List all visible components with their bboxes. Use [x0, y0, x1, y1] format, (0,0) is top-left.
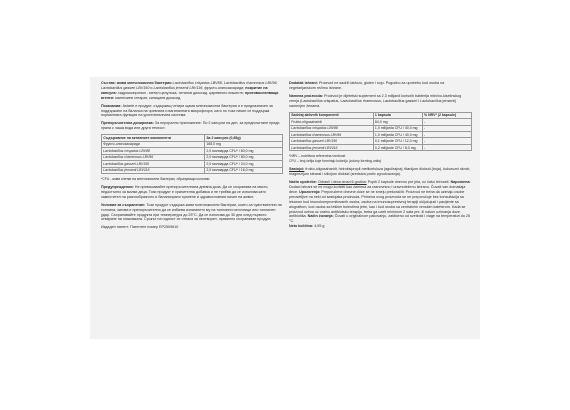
purpose-label: Namena proizvoda:: [289, 93, 324, 98]
net-label: Neto količina:: [289, 224, 314, 229]
table-cell: -: [422, 138, 471, 144]
ingredients-paragraph: [289, 167, 472, 177]
warning-label: Предупреждения:: [101, 184, 134, 189]
dosage-text: За перорално приложение: По 2 капсули на ден, за предпочитане преди храна с чаша вода или друга течност.: [101, 121, 280, 131]
storage-label: Условия за съхранение:: [101, 202, 146, 207]
anticaking-text: магнезиев стеарат, силициев диоксид.: [115, 95, 182, 100]
table-cell: Lactobacillus jensenii LBV116: [290, 144, 374, 150]
table-cell: 0,2 milijarde CFU / 8,0 mg: [373, 144, 422, 150]
table-row: [290, 144, 472, 150]
table-cell: 84,0 mg: [373, 119, 422, 125]
anticaking-label: противослепващи агенти:: [101, 90, 279, 100]
net-value: 4,55 g: [314, 224, 325, 229]
composition-heading: живи млечнокисели бактерии: [116, 81, 172, 85]
free-from-text: Proizvod ne sadrži laktozu, gluten i soju. Pogodno za upotrebu kod osoba na vegetarijanskom režimu ishrane.: [289, 81, 445, 90]
free-from-paragraph: [289, 81, 472, 91]
bg-composition-table: [101, 134, 283, 174]
table-header-cell: Съдържание на активните компоненти: [102, 135, 205, 141]
storage-label-sr: Način čuvanja:: [307, 214, 334, 219]
left-column-bulgarian: [101, 81, 283, 233]
caution-text: Preporučene dnevne doze se ne smeju prekoračiti. Proizvod ne treba da uzimaju osobe preosetljive na neki od sastojaka proizvoda. Primena ovog proizvoda se ne preporučuje bez konsultacija sa lekarom kod imunokompromitovanih osoba, osoba na imunosupresivnoj terapiji uključujući i pacijente sa alograftom, kod osoba sa teškim bolestima jetre, kao i kod osoba sa centralnim venskim kateterom. Kada se proizvod uzima uz oralnu antibiotsku terapiju, treba ga uzeti minimum 2 sata pre, ili nakon uzimanja doze antibiotika.: [289, 189, 466, 219]
table-header-cell: За 2 капсули (0,65g): [205, 135, 283, 141]
storage-paragraph: [101, 203, 283, 223]
composition-paragraph: Състав: живи млечнокисели бактерии Lactobacillus crispatus LBV88, Lactobacillus rhamnosus LBV96, Lactobacillus gasseri LBV150 и Lactobacillus jensenii LBV116; фрукто-олигозахариди; покритие на капсула: хидроксипропил - метил целулоза, титанов диоксид, царевично нишесте; противослепващи агенти: магнезиев стеарат, силициев диоксид.: [101, 81, 279, 100]
table-cell: Фрукто-олигозахариди: [102, 141, 205, 147]
table-cell: 0,1 milijarde CFU / 12,0 mg: [373, 138, 422, 144]
coating-text: хидроксипропил - метил целулоза, титанов диоксид, царевично нишесте;: [117, 90, 244, 95]
table-cell: Lactobacillus rhamnosus LBV96: [290, 131, 374, 137]
composition-label: Състав:: [101, 81, 116, 85]
strain-2: Lactobacillus rhamnosus LBV96: [223, 81, 277, 85]
note-label: Napomena:: [450, 180, 471, 185]
table-cell: 168,0 mg: [205, 141, 283, 147]
table-cell: -: [422, 144, 471, 150]
sr-composition-table: [289, 112, 472, 152]
table-cell: Lactobacillus crispatus LBV88: [290, 125, 374, 131]
table-cell: 2,0 милиарда CFU* / 80,0 mg: [205, 148, 283, 154]
table-cell: 2,0 милиарда CFU* / 16,0 mg: [205, 167, 283, 173]
table-cell: 1,0 milijarda CFU / 40,0 mg: [373, 125, 422, 131]
table-cell: -: [422, 125, 471, 131]
table-header-cell: 1 kapsula: [373, 112, 422, 118]
composition-connector: и: [150, 85, 153, 90]
table-cell: 1,0 milijarda CFU / 40,0 mg: [373, 131, 422, 137]
table-cell: Lactobacillus jensenii LBV116: [102, 167, 205, 173]
nrv-note: *NRV – nutritivna referentna vrednost: [289, 154, 346, 159]
indication-paragraph: [101, 104, 283, 119]
table-cell: Lactobacillus rhamnosus LBV96: [102, 154, 205, 160]
caution-label: Upozorenja:: [299, 189, 321, 194]
table-row: [102, 167, 283, 173]
storage-text-sr: Čuvati u originalnom pakovanju, zaštićeno od svetlosti i vlage na temperaturi do 25 °C.: [289, 214, 471, 224]
table-header-cell: Sadržaj aktivnih komponenti: [290, 112, 374, 118]
table-cell: Frukto-oligosaharidi: [290, 119, 374, 125]
table-cell: -: [422, 119, 471, 125]
cfu-footnote: *CFU - живи клетки на млечнокисели бактерии, образуващи колонии: [101, 177, 210, 182]
table-cell: 2,0 милиарда CFU* / 24,0 mg: [205, 161, 283, 167]
use-label: Način upotrebe:: [289, 180, 318, 185]
dosage-paragraph: [101, 121, 283, 131]
free-from-label: Dodatak ishrani:: [289, 81, 318, 85]
strain-1: Lactobacillus crispatus LBV88: [172, 81, 222, 85]
table-cell: -: [422, 131, 471, 137]
ingredients-text: frukto-oligosaharidi; hidroksipropil-metilceluloza (agulirajna); titanijum dioksid (boja), kukuruzni skrob; magnezijum stearat i silicijum dioksid (sredstva protiv zgrudvavanja).: [289, 167, 470, 177]
use-text: Popiti 2 kapsule dnevno pre jela, uz čašu tečnosti.: [367, 180, 450, 185]
strain-4: Lactobacillus jensenii LBV116: [153, 85, 203, 90]
storage-text: Този продукт съдържа живи млечнокисели бактерии, които са чувствителни на топлина, затова е препоръчително да се избягва излагането му на топлинни източници или топлинен удар. Съхранявайте продукта при температура до 25°C. Да се използва до 30 дни след първото отваряне на опаковката. Срокът на годност се отнася за неотворен, правилно съхраняван продукт.: [101, 202, 282, 222]
right-column-serbian: [289, 81, 472, 232]
indication-text: Astarte е продукт, съдържащ четири щама млечнокисели бактерии и е предназначен за поддържане на баланса на чревната и вагиналната микрофлора, като по този начин се поддържа нормалната функция на урогениталната система.: [101, 103, 273, 118]
coating-label: покритие на капсула:: [101, 85, 268, 95]
ingredients-label: Sastojci:: [289, 167, 305, 172]
purpose-paragraph: [289, 94, 472, 109]
warning-text: Не превишавайте препоръчителната дневна доза. Да се съхранява на място, недостъпно за малки деца. Този продукт е хранителна добавка и не трябва да се използва като заместител на разнообразното и балансирано хранене и здравословния начин на живот.: [101, 184, 269, 199]
composition-rest: фрукто-олигозахариди;: [204, 85, 245, 90]
use-audience: Odrasli i deca iznad 6 godina:: [318, 180, 367, 185]
patent-line: Издаден патент: Патентен номер EP2509610: [101, 225, 179, 230]
table-cell: Lactobacillus crispatus LBV88: [102, 148, 205, 154]
dosage-title: Препоръчителна дозировка:: [101, 121, 154, 126]
warning-paragraph: [101, 185, 283, 200]
table-cell: Lactobacillus gasseri LBV150: [290, 138, 374, 144]
use-paragraph: [289, 180, 472, 229]
cfu-note: CFU – broj ćelija koje formiraju koloniju (colony forming units): [289, 159, 382, 164]
table-cell: Lactobacillus gasseri LBV150: [102, 161, 205, 167]
purpose-text: Proizvod je dijetetski suplement sa 2,3 milijardi korisnih bakterija mlečno-kiselinskog vrenja (Lactobacillus crispatus, Lactobacillus rhamnosus, Lactobacillus gasseri i Lactobacillus jensenii) namenjen ženama.: [289, 93, 462, 108]
note-text: Dodaci ishrani se ne mogu koristiti kao zamena za raznovrsnu i uravnoteženu ishranu. Čuvati van domašaja dece.: [289, 184, 466, 194]
strain-3: Lactobacillus gasseri LBV150: [101, 85, 150, 90]
table-cell: 2,0 милиарда CFU* / 80,0 mg: [205, 154, 283, 160]
table-header-cell: % NRV* (2 kapsule): [422, 112, 471, 118]
indication-label: Показания:: [101, 103, 122, 108]
